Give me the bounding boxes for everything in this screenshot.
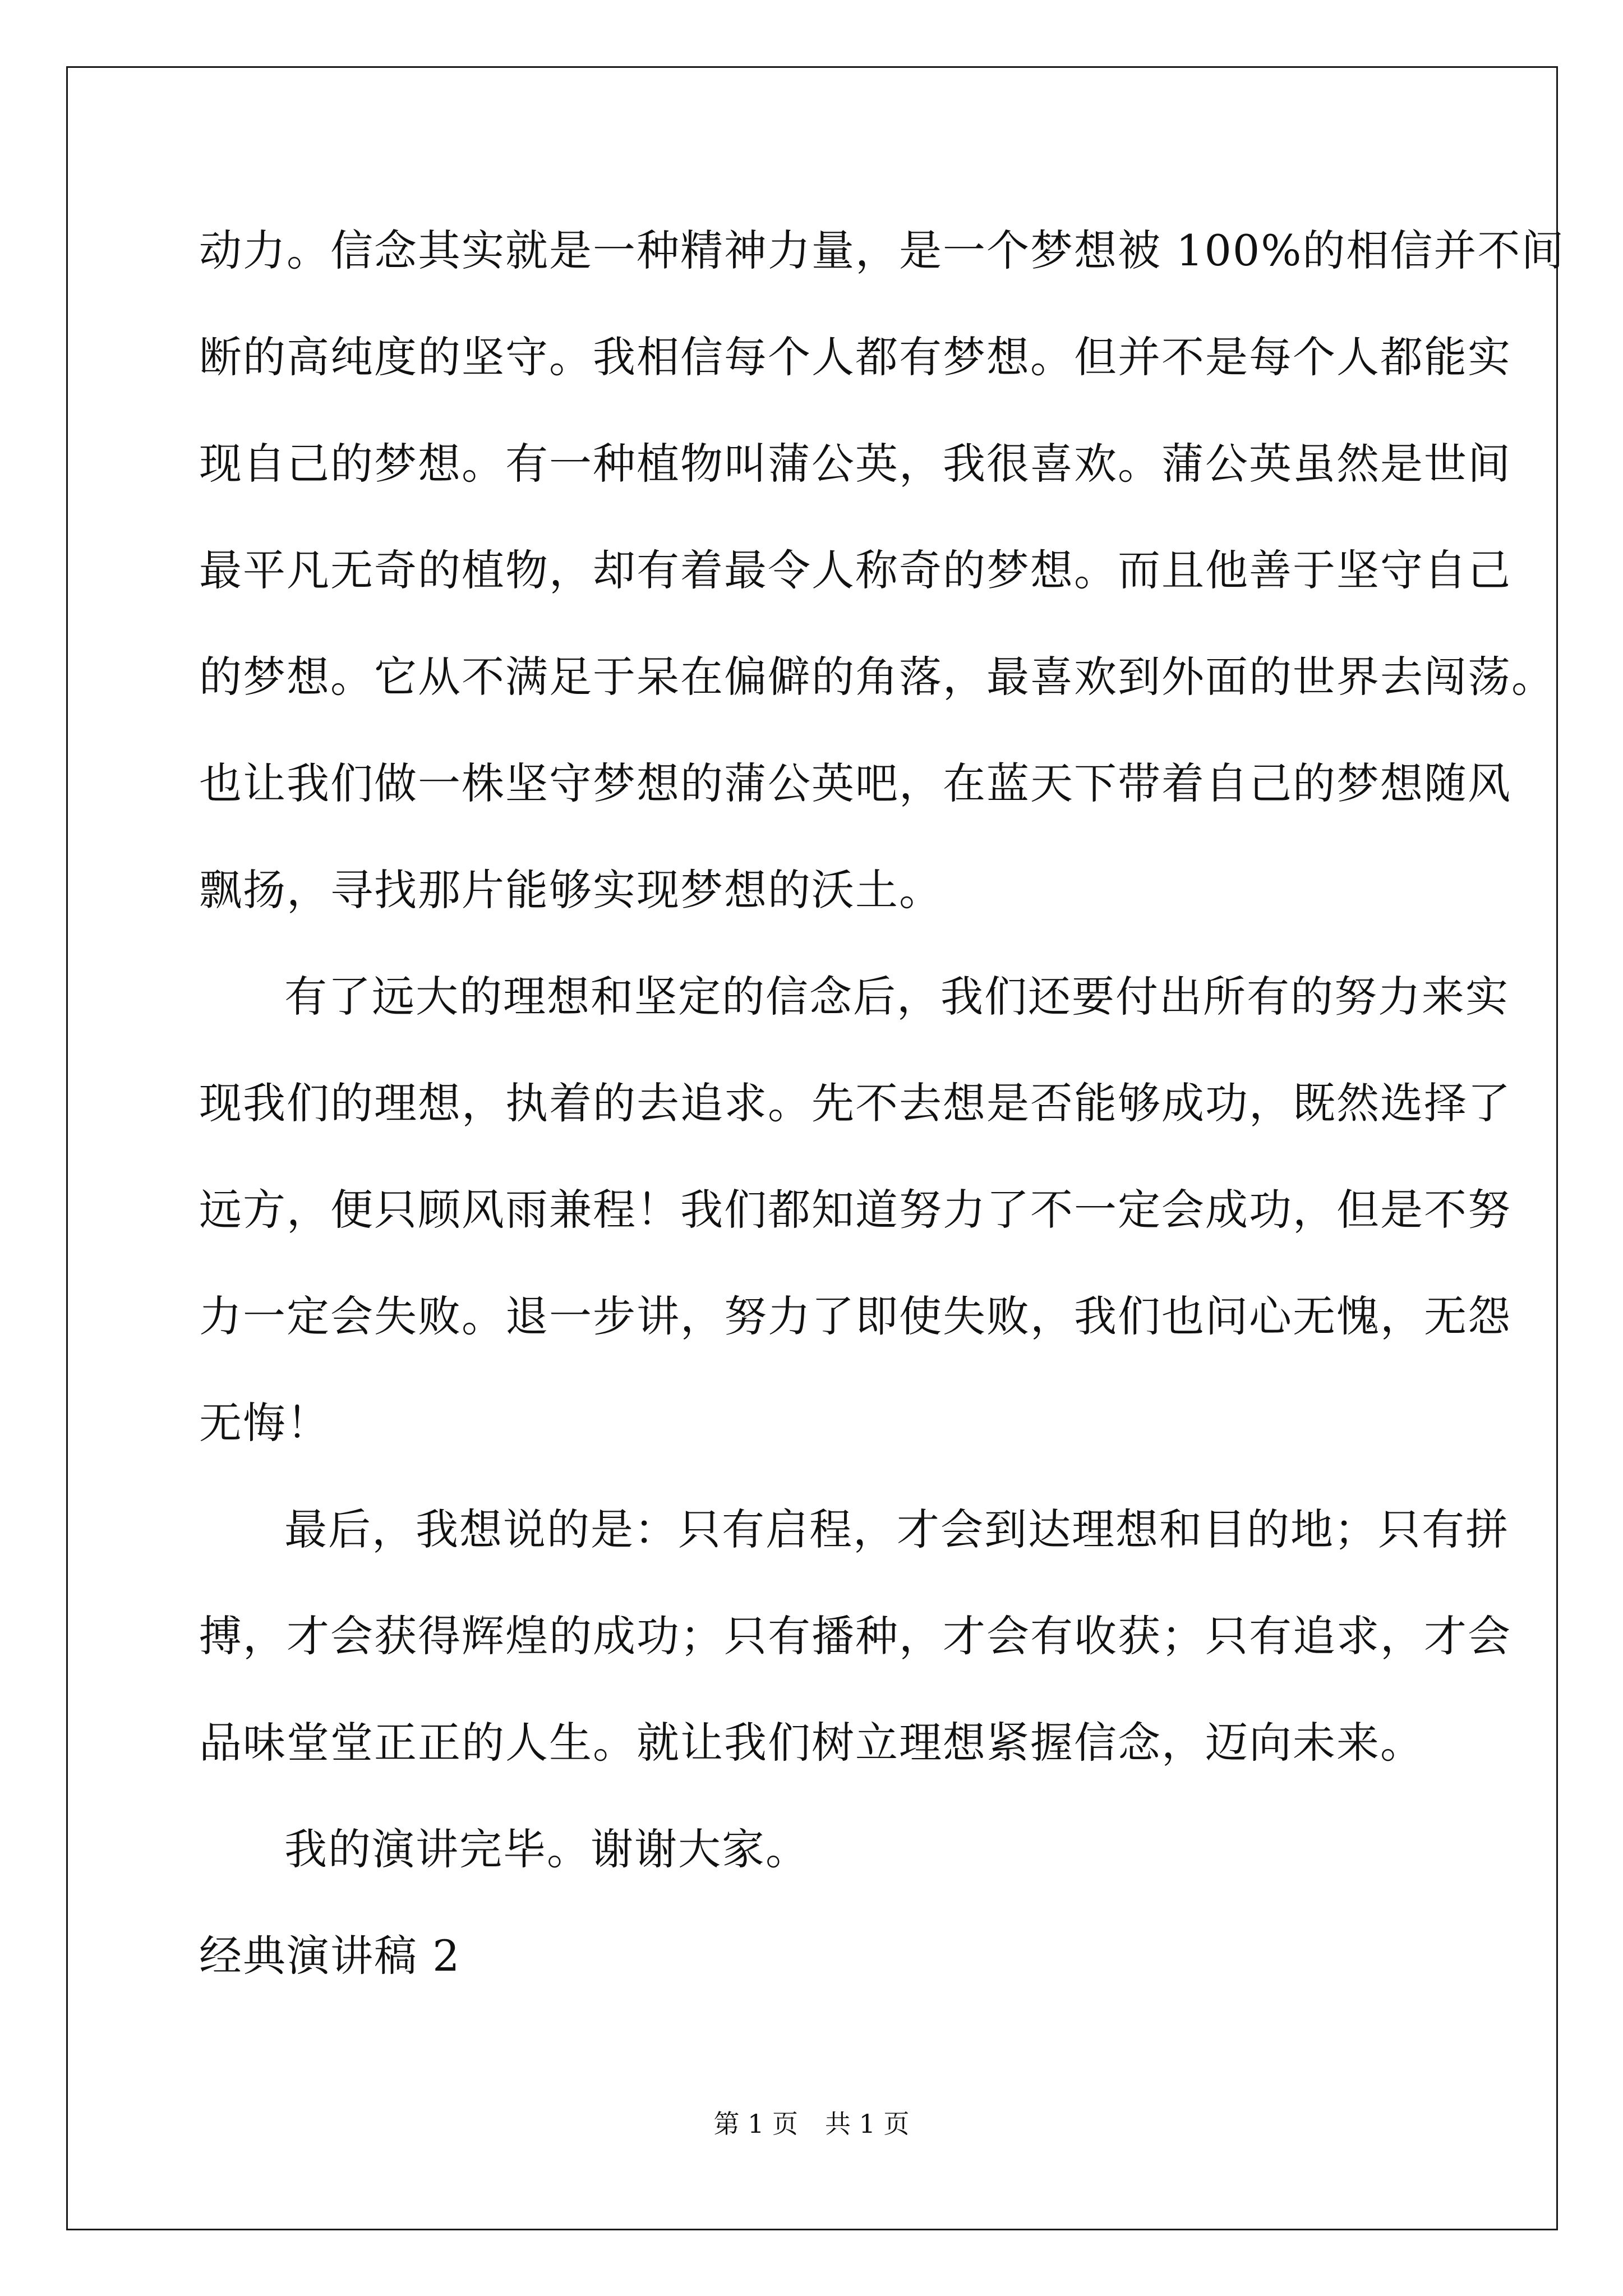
text-line: 无悔！	[199, 1398, 330, 1448]
text-line: 断的高纯度的坚守。我相信每个人都有梦想。但并不是每个人都能实	[199, 332, 1511, 382]
text-line: 飘扬，寻找那片能够实现梦想的沃土。	[199, 865, 943, 915]
document-body	[199, 224, 1565, 2036]
page-number-total: 共 1 页	[825, 2109, 910, 2139]
text-line: 现我们的理想，执着的去追求。先不去想是否能够成功，既然选择了	[199, 1078, 1511, 1128]
section-heading: 经典演讲稿 2	[199, 1931, 461, 1981]
page-number-current: 第 1 页	[713, 2109, 798, 2139]
paragraph-start-line: 有了远大的理想和坚定的信念后，我们还要付出所有的努力来实	[284, 972, 1509, 1022]
text-line: 最平凡无奇的植物，却有着最令人称奇的梦想。而且他善于坚守自己	[199, 545, 1511, 595]
paragraph-start-line: 最后，我想说的是：只有启程，才会到达理想和目的地；只有拼	[284, 1504, 1509, 1554]
text-line: 现自己的梦想。有一种植物叫蒲公英，我很喜欢。蒲公英虽然是世间	[199, 439, 1511, 489]
text-line: 品味堂堂正正的人生。就让我们树立理想紧握信念，迈向未来。	[199, 1718, 1424, 1768]
text-line: 的梦想。它从不满足于呆在偏僻的角落，最喜欢到外面的世界去闯荡。	[199, 652, 1555, 702]
text-line: 也让我们做一株坚守梦想的蒲公英吧，在蓝天下带着自己的梦想随风	[199, 758, 1511, 808]
text-line: 力一定会失败。退一步讲，努力了即使失败，我们也问心无愧，无怨	[199, 1291, 1511, 1341]
text-line: 远方，便只顾风雨兼程！我们都知道努力了不一定会成功，但是不努	[199, 1185, 1511, 1235]
page-footer	[0, 2107, 1623, 2141]
text-line: 搏，才会获得辉煌的成功；只有播种，才会有收获；只有追求，才会	[199, 1611, 1511, 1661]
paragraph-start-line: 我的演讲完毕。谢谢大家。	[284, 1824, 809, 1874]
text-line: 动力。信念其实就是一种精神力量，是一个梦想被 100%的相信并不间	[199, 226, 1565, 275]
